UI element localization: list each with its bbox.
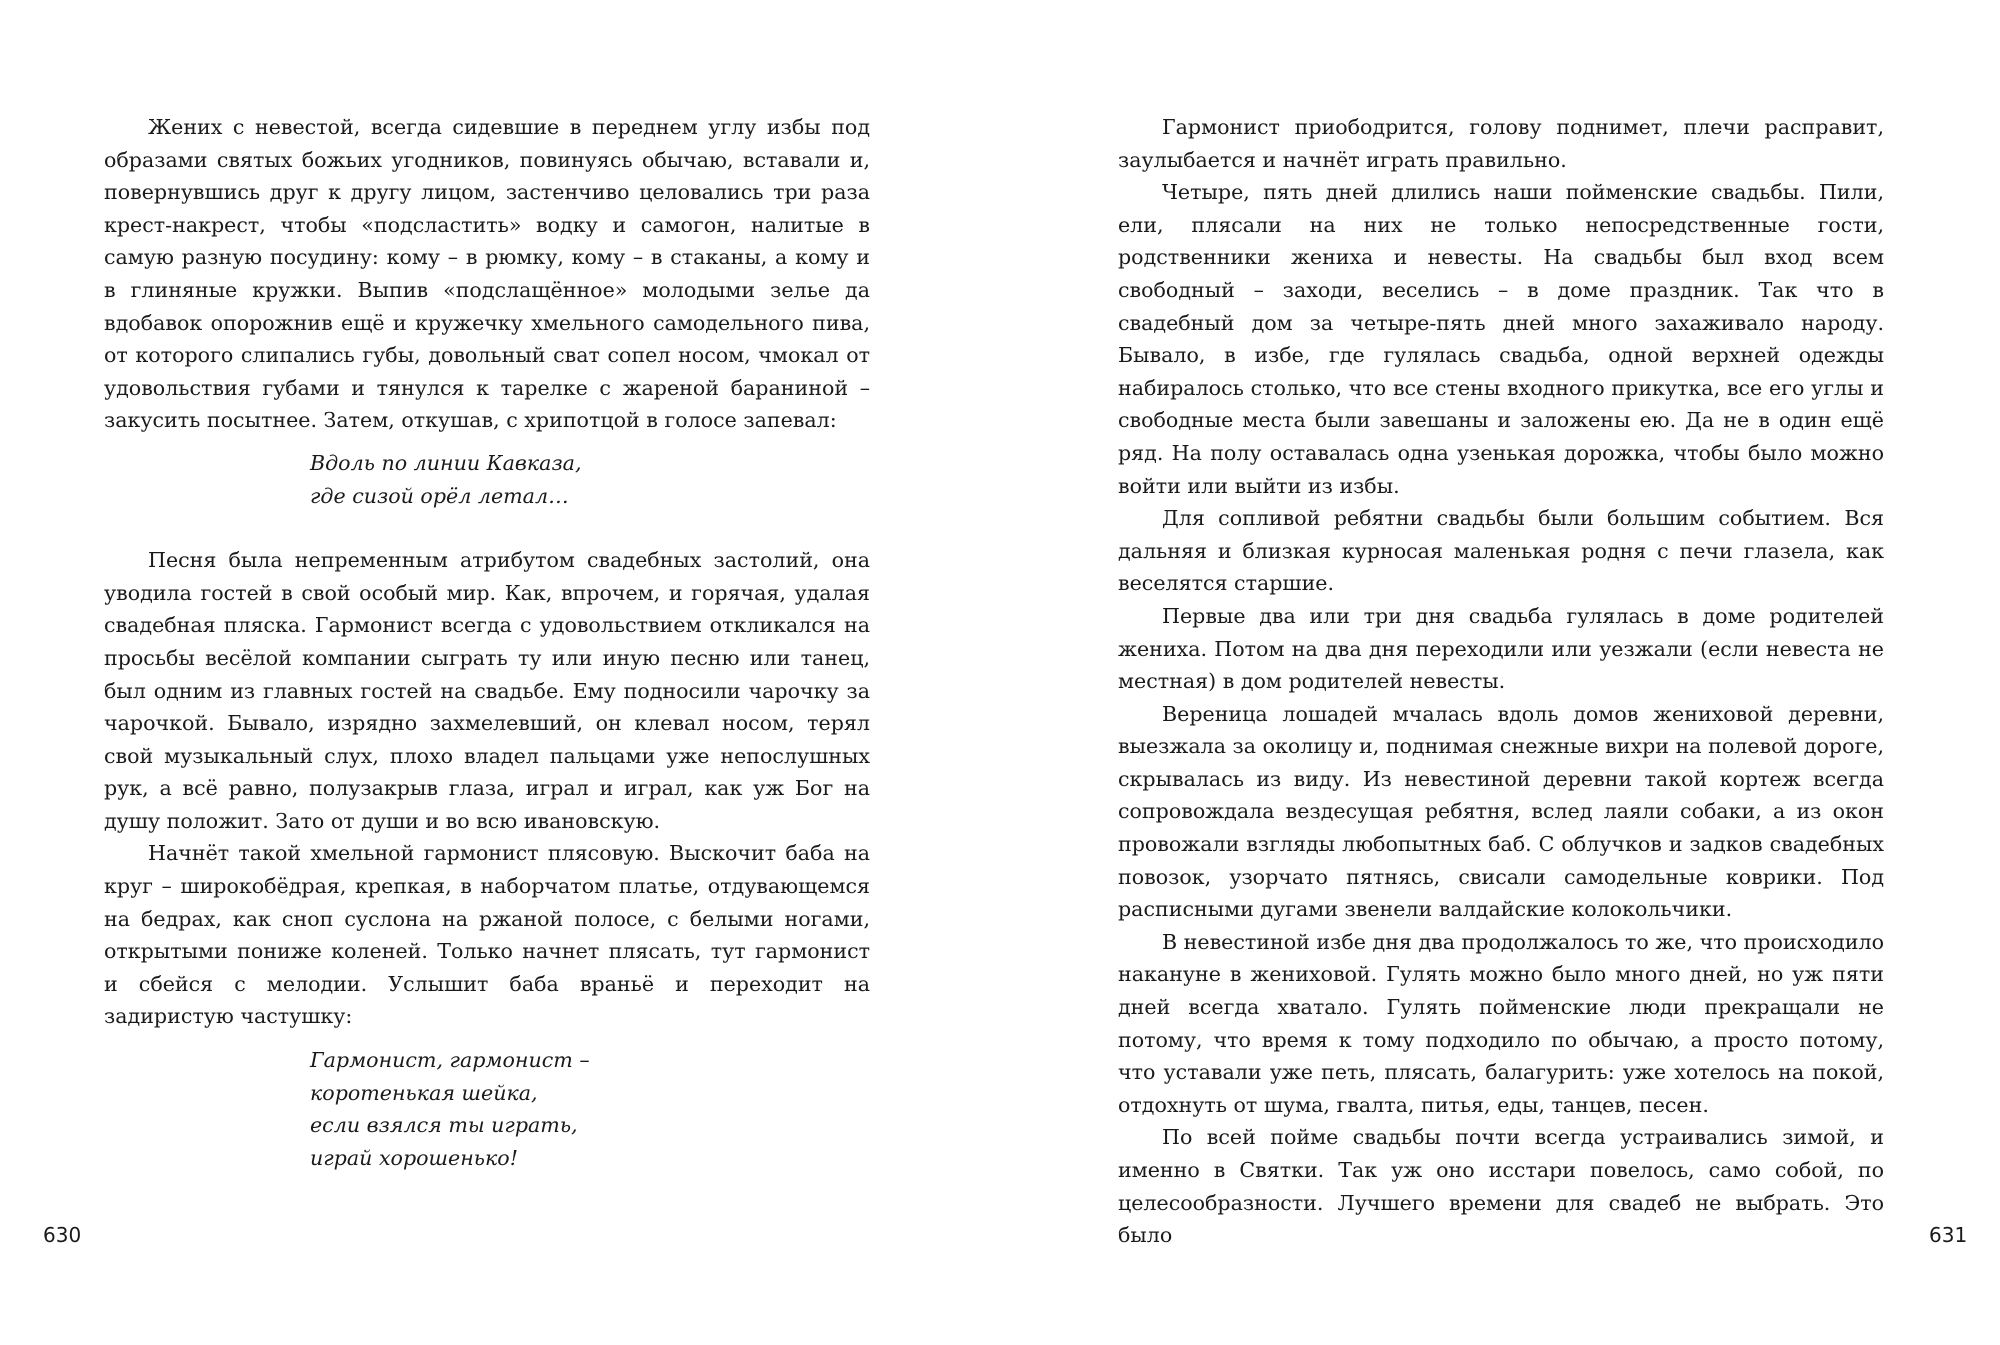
paragraph: Гармонист приободрится, голову поднимет, плечи расправит, заулыбается и начнёт играть правильно. (1118, 115, 1884, 172)
paragraph: В невестиной избе дня два продолжалось то же, что происходило накануне в жениховой. Гулять можно было много дней, но уж пяти дней всегда хватало. Гулять пойменские люди прекращали не потому, что время к тому подходило по обычаю, а просто потому, что уставали уже петь, плясать, балагурить: уже хотелось на покой, отдохнуть от шума, гвалта, питья, еды, танцев, песен. (1118, 929, 1884, 1117)
verse-line: играй хорошенько! (310, 1145, 518, 1170)
left-page-text (104, 111, 870, 1174)
paragraph: По всей пойме свадьбы почти всегда устраивались зимой, и именно в Святки. Так уж оно исстари повелось, само собой, по целесообразности. Лучшего времени для свадеб не выбрать. Это было (1118, 1125, 1884, 1248)
verse-line: Вдоль по линии Кавказа, (310, 450, 582, 475)
right-page (1000, 0, 2000, 1345)
verse-caucasus (104, 447, 870, 512)
verse-chastushka (104, 1044, 870, 1174)
verse-line: если взялся ты играть, (310, 1113, 578, 1138)
verse-line: где сизой орёл летал… (310, 483, 569, 508)
verse-line: коротенькая шейка, (310, 1080, 538, 1105)
page-number-right: 631 (1929, 1223, 1968, 1247)
paragraph: Жених с невестой, всегда сидевшие в переднем углу избы под образами святых божьих угодников, повинуясь обычаю, вставали и, повернувшись друг к другу лицом, застенчиво целовались три раза крест-накрест, чтобы «подсластить» водку и самогон, налитые в самую разную посудину: кому – в рюмку, кому – в стаканы, а кому и в глиняные кружки. Выпив «подслащённое» молодыми зелье да вдобавок опорожнив ещё и кружечку хмельного самодельного пива, от которого слипались губы, довольный сват сопел носом, чмокал от удовольствия губами и тянулся к тарелке с жареной бараниной – закусить посытнее. Затем, откушав, с хрипотцой в голосе запевал: (104, 115, 870, 433)
paragraph: Вереница лошадей мчалась вдоль домов жениховой деревни, выезжала за околицу и, поднимая снежные вихри на полевой дороге, скрывалась из виду. Из невестиной деревни такой кортеж всегда сопровождала вездесущая ребятня, вслед лаяли собаки, а из окон провожали взгляды любопытных баб. С облучков и задков свадебных повозок, узорчато пятнясь, свисали самодельные коврики. Под расписными дугами звенели валдайские колокольчики. (1118, 701, 1884, 922)
paragraph: Четыре, пять дней длились наши пойменские свадьбы. Пили, ели, плясали на них не только непосредственные гости, родственники жениха и невесты. На свадьбы был вход всем свободный – заходи, веселись – в доме праздник. Так что в свадебный дом за четыре-пять дней много захаживало народу. Бывало, в избе, где гулялась свадьба, одной верхней одежды набиралось столько, что все стены входного прикутка, все его углы и свободные места были завешаны и заложены ею. Да не в один ещё ряд. На полу оставалась одна узенькая дорожка, чтобы было можно войти или выйти из избы. (1118, 180, 1884, 498)
paragraph: Начнёт такой хмельной гармонист плясовую. Выскочит баба на круг – широкобёдрая, крепкая, в наборчатом платье, отдувающемся на бедрах, как сноп суслона на ржаной полосе, с белыми ногами, открытыми пониже коленей. Только начнет плясать, тут гармонист и сбейся с мелодии. Услышит баба враньё и переходит на задиристую частушку: (104, 841, 870, 1029)
paragraph: Первые два или три дня свадьба гулялась в доме родителей жениха. Потом на два дня переходили или уезжали (если невеста не местная) в дом родителей невесты. (1118, 603, 1884, 694)
paragraph: Песня была непременным атрибутом свадебных застолий, она уводила гостей в свой особый мир. Как, впрочем, и горячая, удалая свадебная пляска. Гармонист всегда с удовольствием откликался на просьбы весёлой компании сыграть ту или иную песню или танец, был одним из главных гостей на свадьбе. Ему подносили чарочку за чарочкой. Бывало, изрядно захмелевший, он клевал носом, терял свой музыкальный слух, плохо владел пальцами уже непослушных рук, а всё равно, полузакрыв глаза, играл и играл, как уж Бог на душу положит. Зато от души и во всю ивановскую. (104, 548, 870, 833)
page-number-left: 630 (43, 1223, 82, 1247)
right-page-text (1118, 111, 1884, 1252)
verse-line: Гармонист, гармонист – (310, 1048, 590, 1073)
paragraph: Для сопливой ребятни свадьбы были большим событием. Вся дальняя и близкая курносая маленькая родня с печи глазела, как веселятся старшие. (1118, 506, 1884, 596)
